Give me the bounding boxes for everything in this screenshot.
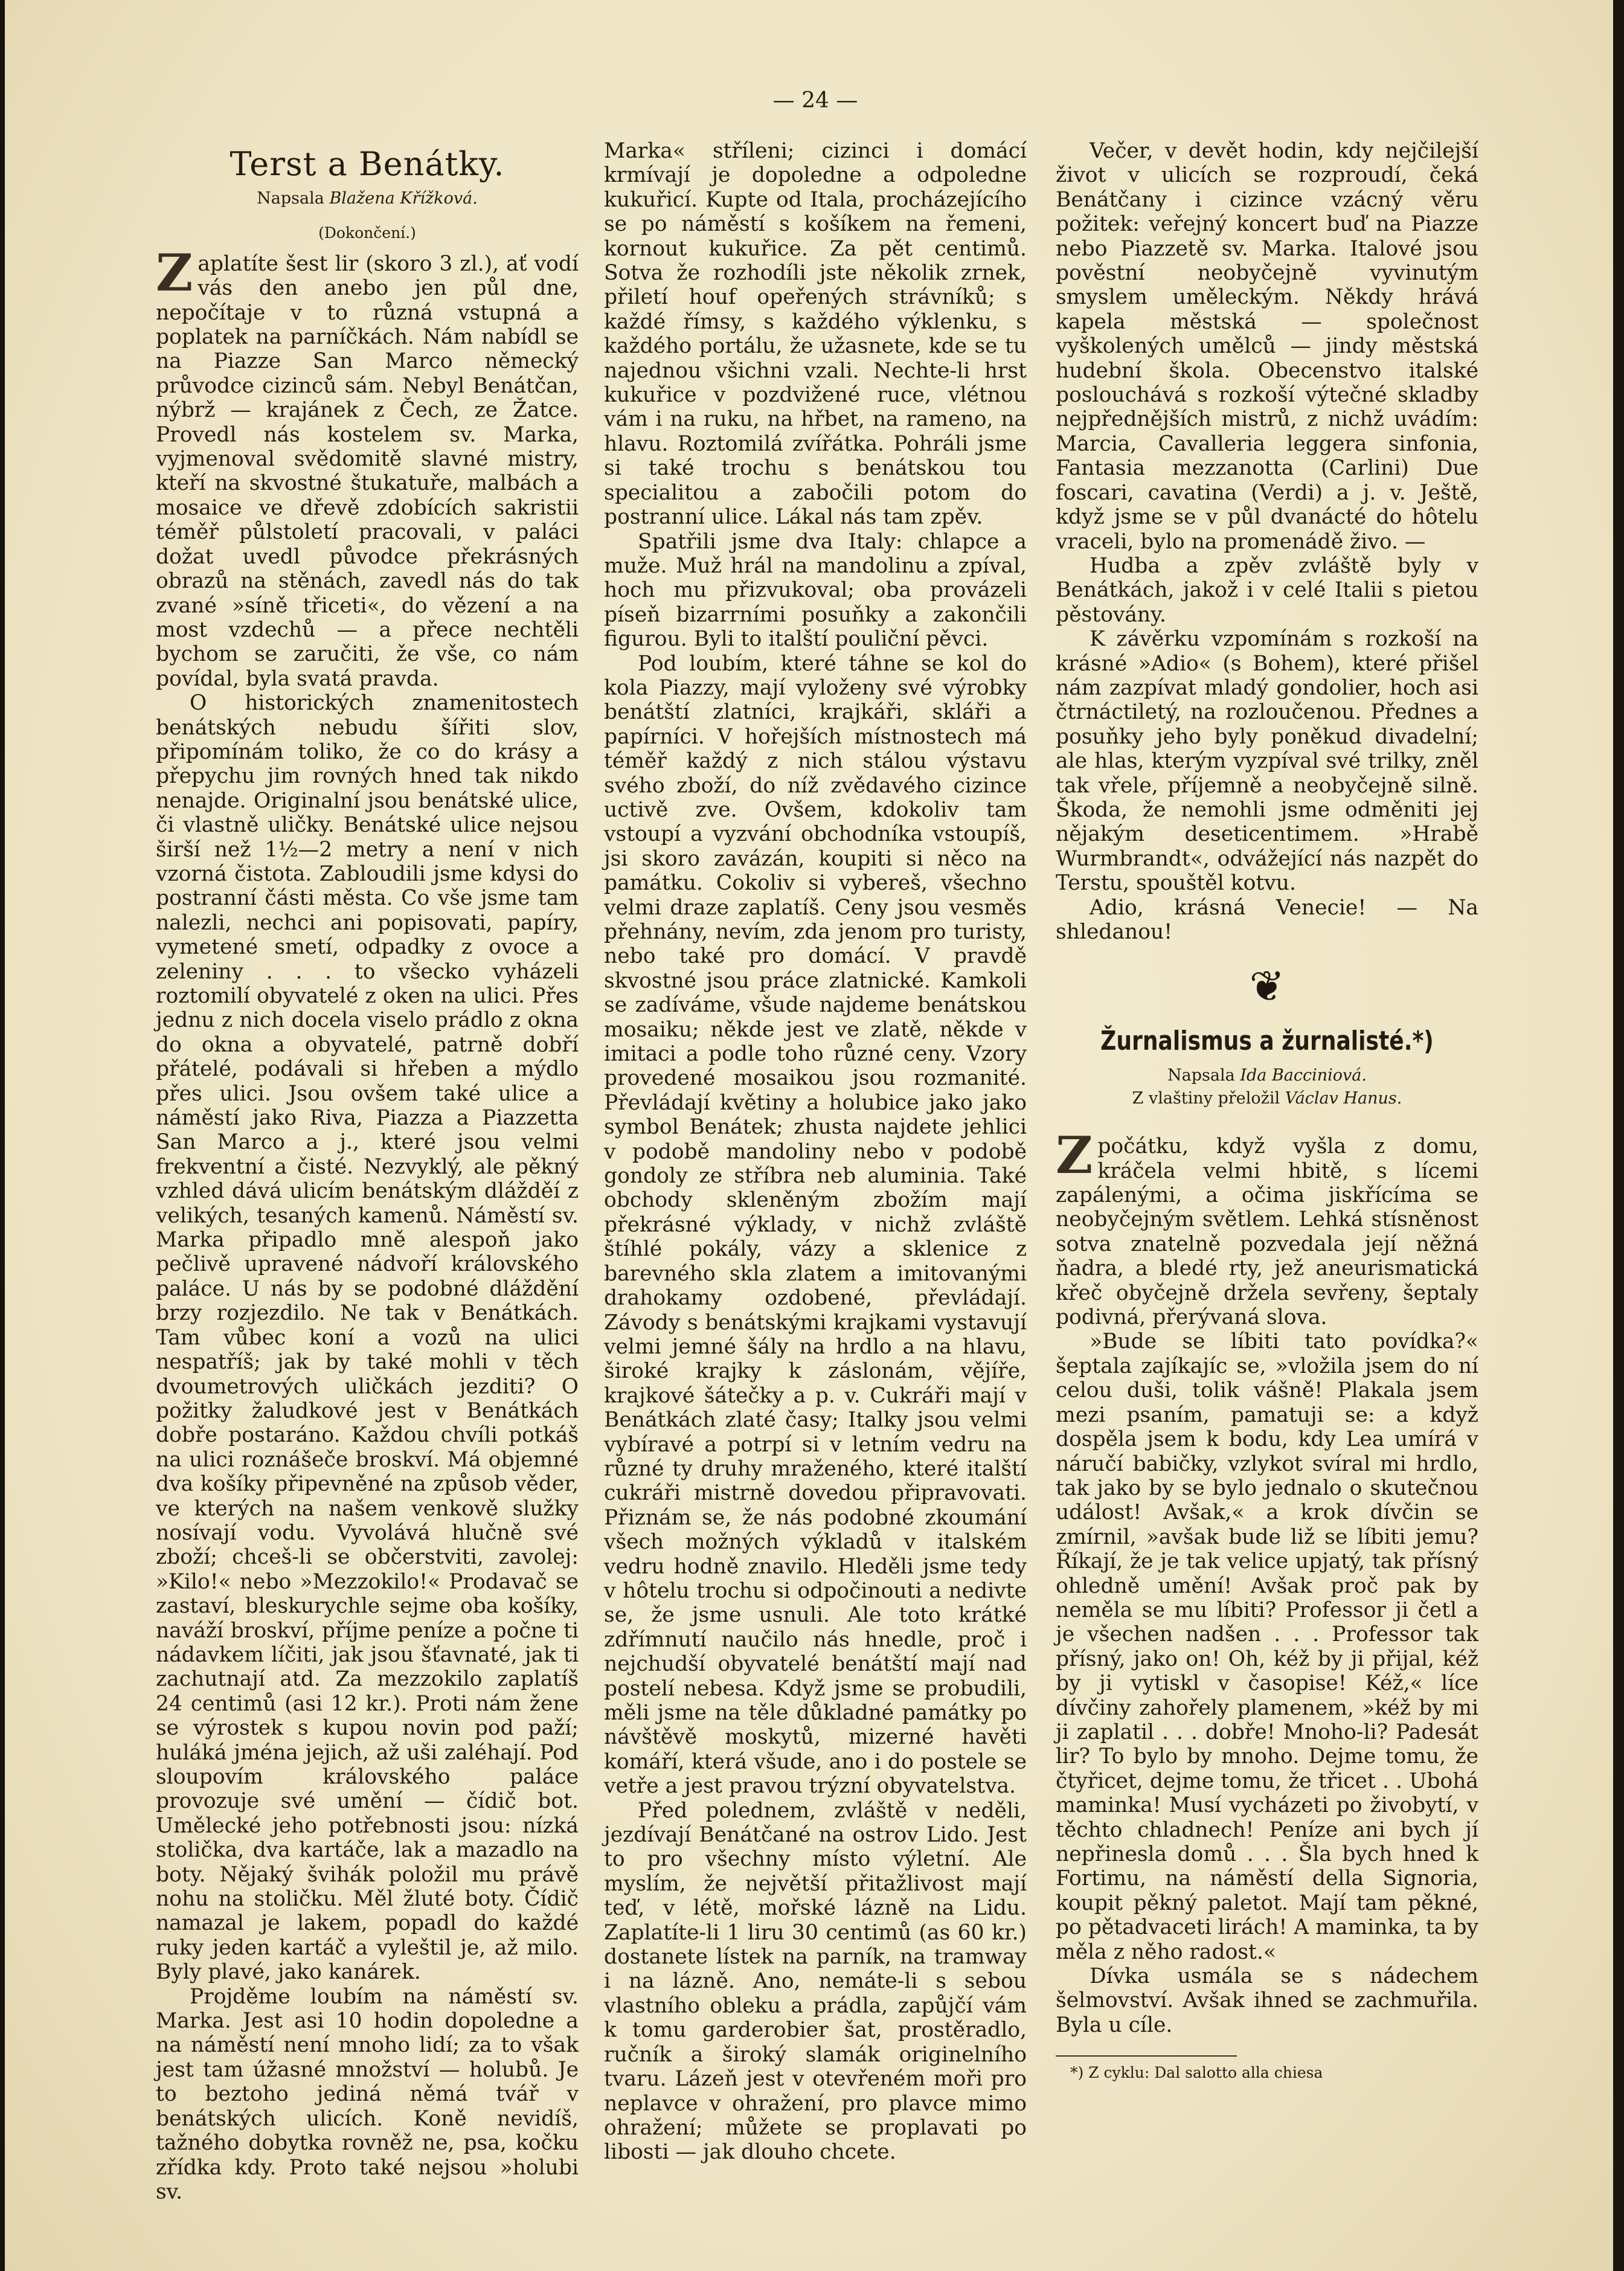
paragraph: Marka« stříleni; cizinci i domácí krmívají je dopoledne a odpoledne kukuřicí. Kupte od Itala, procházejícího se po náměstí s košíkem na řemeni, kornout kukuřice. Za pět centimů. Sotva že rozhodíli jste několik zrnek, přiletí houf opeřených strávníků; s každé římsy, s každého výklenku, s každého portálu, že užasnete, kde se tu najednou všichni vzali. Nechte-li hrst kukuřice v pozdvižené ruce, vlétnou vám i na ruku, na hřbet, na rameno, na hlavu. Roztomilá zvířátka. Pohráli jsme si také trochu s benátskou tou specialitou a zabočili potom do postranní ulice. Lákal nás tam zpěv. xyxy=(604,139,1027,530)
paragraph: K závěrku vzpomínám s rozkoší na krásné »Adio« (s Bohem), které přišel nám zazpívat mladý gondolier, hoch asi čtrnáctiletý, na rozloučenou. Přednes a posuňky jeho byly poněkud divadelní; ale hlas, kterým vyzpíval své trilky, zněl tak vřele, příjemně a neobyčejně silně. Škoda, že nemohli jsme odměniti jej nějakým deseticentimem. »Hrabě Wurmbrandt«, odvážející nás nazpět do Terstu, spouštěl kotvu. xyxy=(1056,627,1478,896)
article-byline xyxy=(156,187,579,210)
paragraph xyxy=(156,242,579,691)
paragraph: Dívka usmála se s nádechem šelmovství. Avšak ihned se zachmuřila. Byla u cíle. xyxy=(1056,1964,1478,2037)
paragraph: »Bude se líbiti tato povídka?« šeptala zajíkajíc se, »vložila jsem do ní celou duši, tolik vášně! Plakala jsem mezi psaním, pamatuji se: a když dospěla jsem k bodu, kdy Lea umírá v náručí babičky, vzlykot svíral mi hrdlo, tak jako by se bylo jednalo o skutečnou událost! Avšak,« a krok dívčin se zmírnil, »avšak bude liž se líbiti jemu? Říkají, že je tak velice upjatý, tak přísný ohledně umění! Avšak proč pak by neměla se mu líbiti? Professor ji četl a je všechen nadšen . . . Professor tak přísný, jako on! Oh, kéž by ji přijal, kéž by ji vytiskl v časopise! Kéž,« líce dívčiny zahořely plamenem, »kéž by mi ji zaplatil . . . dobře! Mnoho-li? Padesát lir? To bylo by mnoho. Dejme tomu, že čtyřicet, dejme tomu, že třicet . . Ubohá maminka! Musí vycházeti po živobytí, v těchto chladnech! Peníze ani bych jí nepřinesla domů . . . Šla bych hned k Fortimu, na náměstí della Signoria, koupit pěkný paletot. Mají tam pěkné, po pětadvaceti lirách! A maminka, ta by měla z něho radost.« xyxy=(1056,1329,1478,1964)
drop-cap: Z xyxy=(156,242,193,303)
paragraph-text: aplatíte šest lir (skoro 3 zl.), ať vodí vás den anebo jen půl dne, nepočítaje v to různá vstupná a poplatek na parníčkách. Nám nabídl se na Piazze San Marco německý průvodce cizinců sám. Nebyl Benátčan, nýbrž — krajánek z Čech, ze Žatce. Provedl nás kostelem sv. Marka, vyjmenoval svědomitě slavné mistry, kteří na skvostné štukatuře, malbách a mosaice ve dřevě zdobících sakristii téměř půlstoletí pracovali, v paláci dožat uvedl původce překrásných obrazů na stěnách, zavedl nás do tak zvané »síně třiceti«, do vězení a na most vzdechů — a přece nechtěli bychom se zaručiti, že vše, co nám povídal, byla svatá pravda. xyxy=(156,251,579,691)
paragraph: Projděme loubím na náměstí sv. Marka. Jest asi 10 hodin dopoledne a na náměstí není mnoho lidí; za to však jest tam úžasné množství — holubů. Je to beztoho jediná němá tvář v benátských ulicích. Koně nevidíš, tažného dobytka rovněž ne, psa, kočku zřídka kdy. Proto také nejsou »holubi sv. xyxy=(156,1984,579,2204)
paragraph-text: počátku, když vyšla z domu, kráčela velmi hbitě, s lícemi zapálenými, a očima jiskřícíma se neobyčejným světlem. Lehká stísněnost sotva znatelně pozvedala její něžná ňadra, a bledé rty, jež aneurismatická křeč obyčejně držela sevřeny, šeptaly podivná, přerývaná slova. xyxy=(1056,1134,1478,1330)
article-title: Žurnalismus a žurnalisté.*) xyxy=(1100,1025,1434,1056)
byline-prefix: Napsala xyxy=(1167,1066,1235,1085)
author-name: Blažena Křížková. xyxy=(329,189,478,208)
paragraph: Hudba a zpěv zvláště byly v Benátkách, jakož i v celé Italii s pietou pěstovány. xyxy=(1056,553,1478,627)
paragraph: Pod loubím, které táhne se kol do kola Piazzy, mají vyloženy své výrobky benátští zlatníci, krajkáři, skláři a papírníci. V hořejších místnostech má téměř každý z nich stálou výstavu svého zboží, do níž zvědavého cizince uctivě zve. Ovšem, kdokoliv tam vstoupí a vyzvání obchodníka vstoupíš, jsi skoro zavázán, koupiti si něco na památku. Cokoliv si vybereš, všechno velmi draze zaplatíš. Ceny jsou vesměs přehnány, nevím, zda jenom pro turisty, nebo také pro domácí. V pravdě skvostné jsou práce zlatnické. Kamkoli se zadíváme, všude najdeme benátskou mosaiku; někde jest ve zlatě, někde v imitaci a podle toho různé ceny. Vzory provedené mosaikou jsou rozmanité. Převládají květiny a holubice jako jako symbol Benátek; zhusta najdete jehlici v podobě mandoliny nebo v podobě gondoly ze stříbra neb aluminia. Také obchody skleněným zbožím mají překrásné výklady, v nichž zvláště štíhlé pokály, vázy a sklenice z barevného skla zlatem a imitovanými drahokamy ozdobené, převládají. Závody s benátskými krajkami vystavují velmi jemné šály na hrdlo a na hlavu, široké krajky k záslonám, vějíře, krajkové šátečky a p. v. Cukráři mají v Benátkách zlaté časy; Italky jsou velmi vybíravé a potrpí si v letním vedru na různé ty druhy mraženého, které italští cukráři mistrně dovedou připravovati. Přiznám se, že nás podobné zkoumání všech možných výkladů v italském vedru hodně znavilo. Hleděli jsme tedy v hôtelu trochu si odpočinouti a nedivte se, že jsme usnuli. Ale toto krátké zdřímnutí naučilo nás hnedle, proč i nejchudší obyvatelé benátští mají nad postelí nebesa. Když jsme se probudili, měli jsme na těle důkladné památky po návštěvě moskytů, mizerné havěti komáří, která všude, ano i do postele se vetře a jest pravou trýzní obyvatelstva. xyxy=(604,651,1027,1799)
article-title: Terst a Benátky. xyxy=(229,145,505,183)
column-2 xyxy=(604,139,1027,2165)
translator-line xyxy=(1056,1087,1478,1110)
paragraph: Večer, v devět hodin, kdy nejčilejší život v ulicích se rozproudí, čeká Benátčany i cizince vzácný věru požitek: veřejný koncert buď na Piazze nebo Piazzetě sv. Marka. Italové jsou pověstní neobyčejně vyvinutým smyslem uměleckým. Někdy hrává kapela městská — společnost vyškolených umělců — jindy městská hudební škola. Obecenstvo italské poslouchává s rozkoší výtečné skladby nejpřednějších mistrů, z nichž uvádím: Marcia, Cavalleria leggera sinfonia, Fantasia mezzanotta (Carlini) Due foscari, cavatina (Verdi) a j. v. Ještě, když jsme se v půl dvanácté do hôtelu vraceli, bylo na promenádě živo. — xyxy=(1056,139,1478,554)
footnote-divider xyxy=(1056,2055,1237,2057)
fleuron-ornament-icon: ❦ xyxy=(1249,962,1285,1012)
author-name: Ida Bacciniová. xyxy=(1240,1066,1367,1085)
paragraph: O historických znamenitostech benátských nebudu šířiti slov, připomínám toliko, že co do krásy a přepychu jim rovných hned tak nikdo nenajde. Originalní jsou benátské ulice, či vlastně uličky. Benátské ulice nejsou širší než 1½—2 metry a není v nich vzorná čistota. Zabloudili jsme kdysi do postranní části města. Co vše jsme tam nalezli, nechci ani popisovati, papíry, vymetené smetí, odpadky z ovoce a zeleniny . . . to všecko vyházeli roztomilí obyvatelé z oken na ulici. Přes jednu z nich docela viselo prádlo z okna do okna a obyvatelé, patrně dobří přátelé, podávali si hřeben a mýdlo přes ulici. Jsou ovšem také ulice a náměstí jako Riva, Piazza a Piazzetta San Marco a j., které jsou velmi frekventní a čisté. Nezvyklý, ale pěkný vzhled dává ulicím benátským dlážděí z velikých, tesaných kamenů. Náměstí sv. Marka připadlo mně alespoň jako pečlivě upravené nádvoří královského paláce. U nás by se podobné dláždění brzy rozjezdilo. Ne tak v Benátkách. Tam vůbec koní a vozů na ulici nespatříš; jak by také mohli v těch dvoumetrových uličkách jezditi? O požitky žaludkové jest v Benátkách dobře postaráno. Každou chvíli potkáš na ulici roznášeče broskví. Má objemné dva košíky připevněné na způsob věder, ve kterých na našem venkově služky nosívají vodu. Vyvolává hlučně své zboží; chceš-li se občerstviti, zavolej: »Kilo!« nebo »Mezzokilo!« Prodavač se zastaví, bleskurychle sejme oba košíky, naváží broskví, příjme peníze a počne ti nádavkem líčiti, jak jsou šťavnaté, jak ti zachutnají atd. Za mezzokilo zaplatíš 24 centimů (asi 12 kr.). Proti nám žene se výrostek s kupou novin pod paží; huláká jména jejich, až uši zaléhají. Pod sloupovím královského paláce provozuje své umění — čídič bot. Umělecké jeho potřebnosti jsou: nízká stolička, dva kartáče, lak a mazadlo na boty. Nějaký švihák položil mu právě nohu na stoličku. Měl žluté boty. Čídič namazal je lakem, popadl do každé ruky jeden kartáč a vyleštil je, až milo. Byly plavé, jako kanárek. xyxy=(156,691,579,1985)
scan-edge-right xyxy=(1613,0,1624,2271)
page-number: — 24 — xyxy=(772,88,858,113)
paragraph: Spatřili jsme dva Italy: chlapce a muže. Muž hrál na mandolinu a zpíval, hoch mu přizvukoval; oba provázeli píseň bizarrními posuňky a zakončili figurou. Byli to italští pouliční pěvci. xyxy=(604,529,1027,652)
translation-prefix: Z vlaštiny přeložil xyxy=(1132,1089,1280,1108)
paragraph: Adio, krásná Venecie! — Na shledanou! xyxy=(1056,895,1478,944)
paragraph xyxy=(1056,1125,1478,1330)
continuation-note: (Dokončení.) xyxy=(318,224,416,242)
translator-name: Václav Hanus. xyxy=(1285,1089,1402,1108)
column-1 xyxy=(156,139,579,2204)
paragraph: Před polednem, zvláště v neděli, jezdívají Benátčané na ostrov Lido. Jest to pro všechny místo výletní. Ale myslím, že největší přitažlivost mají teď, v létě, mořské lázně na Lidu. Zaplatíte-li 1 liru 30 centimů (as 60 kr.) dostanete lístek na parník, na tramway i na lázně. Ano, nemáte-li s sebou vlastního obleku a prádla, zapůjčí vám k tomu garderobier šat, prostěradlo, ručník a široký slamák originelního tvaru. Lázeň jest v otevřeném moři pro neplavce v ohražení, pro plavce mimo ohražení; můžete se proplavati po libosti — jak dlouho chcete. xyxy=(604,1798,1027,2165)
drop-cap: Z xyxy=(1056,1125,1093,1186)
article-byline xyxy=(1056,1064,1478,1087)
footnote: *) Z cyklu: Dal salotto alla chiesa xyxy=(1070,2064,1323,2082)
column-3 xyxy=(1056,139,1478,2083)
byline-prefix: Napsala xyxy=(257,189,324,208)
scan-edge-left xyxy=(0,0,5,2271)
